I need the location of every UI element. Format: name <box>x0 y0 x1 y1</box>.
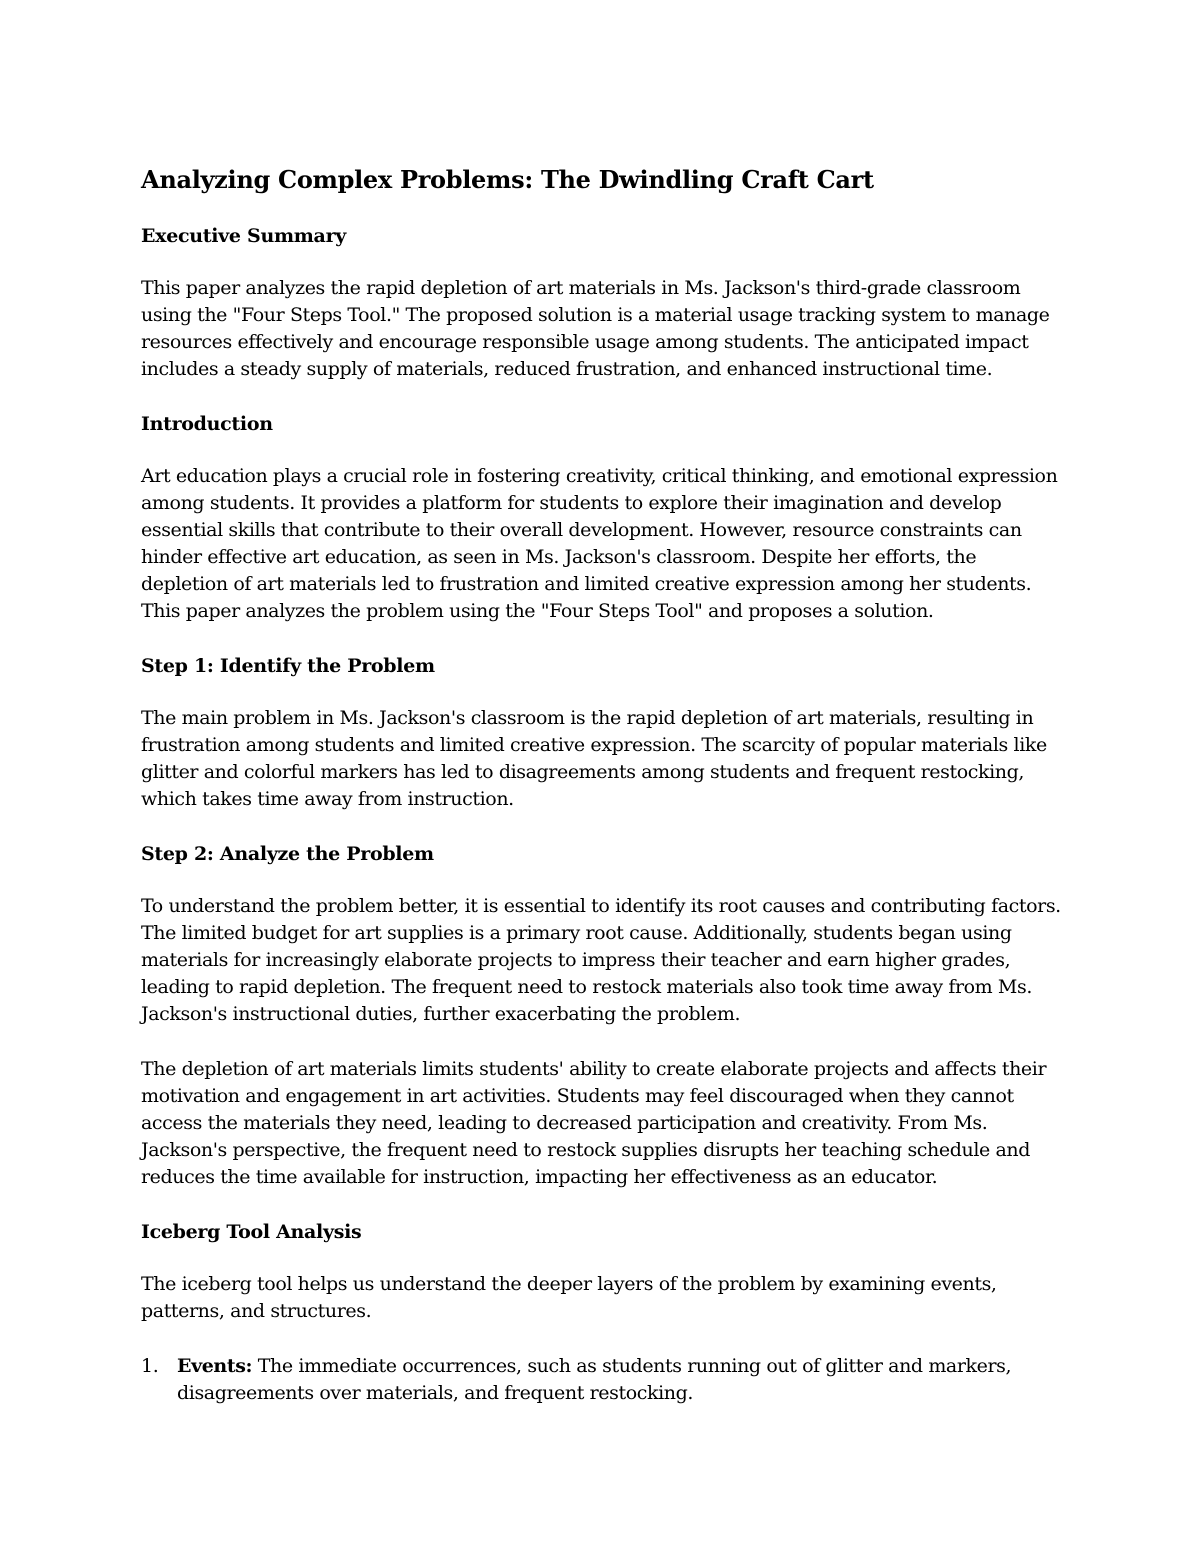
list-item <box>141 1353 1061 1407</box>
introduction-heading: Introduction <box>141 413 273 435</box>
step2-heading: Step 2: Analyze the Problem <box>141 843 434 865</box>
executive-summary-heading: Executive Summary <box>141 225 347 247</box>
list-item-number: 1. <box>141 1355 159 1377</box>
document-title: Analyzing Complex Problems: The Dwindling Craft Cart <box>141 165 874 194</box>
list-item-text: The immediate occurrences, such as students running out of glitter and markers, disagreements over materials, and frequent restocking. <box>177 1355 1012 1404</box>
step2-paragraph-1: To understand the problem better, it is essential to identify its root causes and contributing factors. The limited budget for art supplies is a primary root cause. Additionally, students began using materials for increasingly elaborate projects to impress their teacher and earn higher grades, leading to rapid depletion. The frequent need to restock materials also took time away from Ms. Jackson's instructional duties, further exacerbating the problem. <box>141 895 1061 1025</box>
step1-heading: Step 1: Identify the Problem <box>141 655 435 677</box>
executive-summary-paragraph: This paper analyzes the rapid depletion of art materials in Ms. Jackson's third-grade classroom using the "Four Steps Tool." The proposed solution is a material usage tracking system to manage resources effectively and encourage responsible usage among students. The anticipated impact includes a steady supply of materials, reduced frustration, and enhanced instructional time. <box>141 277 1050 380</box>
document-body <box>141 165 1061 1407</box>
iceberg-list <box>141 1353 1061 1407</box>
step2-paragraph-2: The depletion of art materials limits students' ability to create elaborate projects and affects their motivation and engagement in art activities. Students may feel discouraged when they cannot access the materials they need, leading to decreased participation and creativity. From Ms. Jackson's perspective, the frequent need to restock supplies disrupts her teaching schedule and reduces the time available for instruction, impacting her effectiveness as an educator. <box>141 1058 1047 1188</box>
introduction-paragraph: Art education plays a crucial role in fostering creativity, critical thinking, and emotional expression among students. It provides a platform for students to explore their imagination and develop essential skills that contribute to their overall development. However, resource constraints can hinder effective art education, as seen in Ms. Jackson's classroom. Despite her efforts, the depletion of art materials led to frustration and limited creative expression among her students. This paper analyzes the problem using the "Four Steps Tool" and proposes a solution. <box>141 465 1058 622</box>
list-item-term: Events: <box>177 1355 253 1377</box>
step1-paragraph: The main problem in Ms. Jackson's classroom is the rapid depletion of art materials, resulting in frustration among students and limited creative expression. The scarcity of popular materials like glitter and colorful markers has led to disagreements among students and frequent restocking, which takes time away from instruction. <box>141 707 1047 810</box>
iceberg-paragraph: The iceberg tool helps us understand the deeper layers of the problem by examining events, patterns, and structures. <box>141 1273 997 1322</box>
iceberg-heading: Iceberg Tool Analysis <box>141 1221 362 1243</box>
